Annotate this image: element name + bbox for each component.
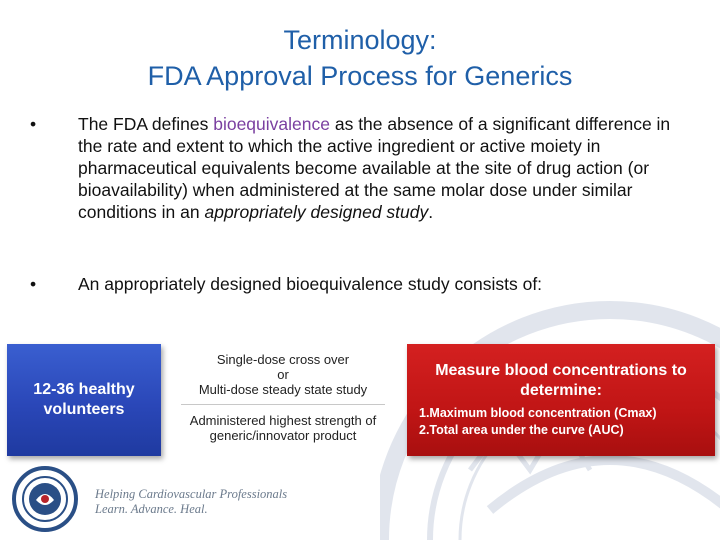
- bullet-text: An appropriately designed bioequivalence study consists of:: [78, 274, 543, 294]
- tagline-line-1: Helping Cardiovascular Professionals: [95, 487, 288, 501]
- tagline-line-2: Learn. Advance. Heal.: [95, 502, 208, 516]
- measure-heading: Measure blood concentrations to determine:: [435, 362, 687, 399]
- bullet-text-part: as the absence of a significant difference in the rate and extent to which the active ingredient or active moiety in pharmaceutical equivalents become available at the site of drug action (or bioavailability) when administered at the same molar dose under similar conditions in an: [78, 114, 671, 222]
- slide-title: [40, 22, 680, 94]
- study-design-text: [176, 352, 390, 397]
- administration-text: Administered highest strength of generic/innovator product: [189, 413, 377, 443]
- measure-item-cmax: 1.Maximum blood concentration (Cmax): [419, 406, 657, 420]
- bullet-marker: •: [30, 114, 37, 134]
- bullet-text-part: The FDA defines: [78, 114, 214, 134]
- volunteers-text: 12-36 healthy volunteers: [33, 381, 135, 418]
- divider: [181, 404, 385, 405]
- measure-box: [407, 344, 715, 456]
- volunteers-box: [7, 344, 161, 456]
- bullet-text: [78, 113, 680, 223]
- study-design-line-1: Single-dose cross over: [216, 352, 350, 367]
- study-design-line-2: or: [277, 367, 289, 382]
- title-line-1: Terminology:: [283, 25, 437, 55]
- title-line-2: FDA Approval Process for Generics: [147, 61, 573, 91]
- bullet-marker: •: [30, 274, 37, 294]
- appropriately-designed-study-term: appropriately designed study: [204, 202, 429, 222]
- measure-item-auc: 2.Total area under the curve (AUC): [419, 423, 624, 437]
- study-design-line-3: Multi-dose steady state study: [198, 382, 368, 397]
- footer-tagline: [95, 487, 355, 517]
- bullet-text-part: .: [428, 202, 434, 222]
- acc-logo-icon: [12, 466, 78, 532]
- bioequivalence-term: bioequivalence: [213, 114, 330, 134]
